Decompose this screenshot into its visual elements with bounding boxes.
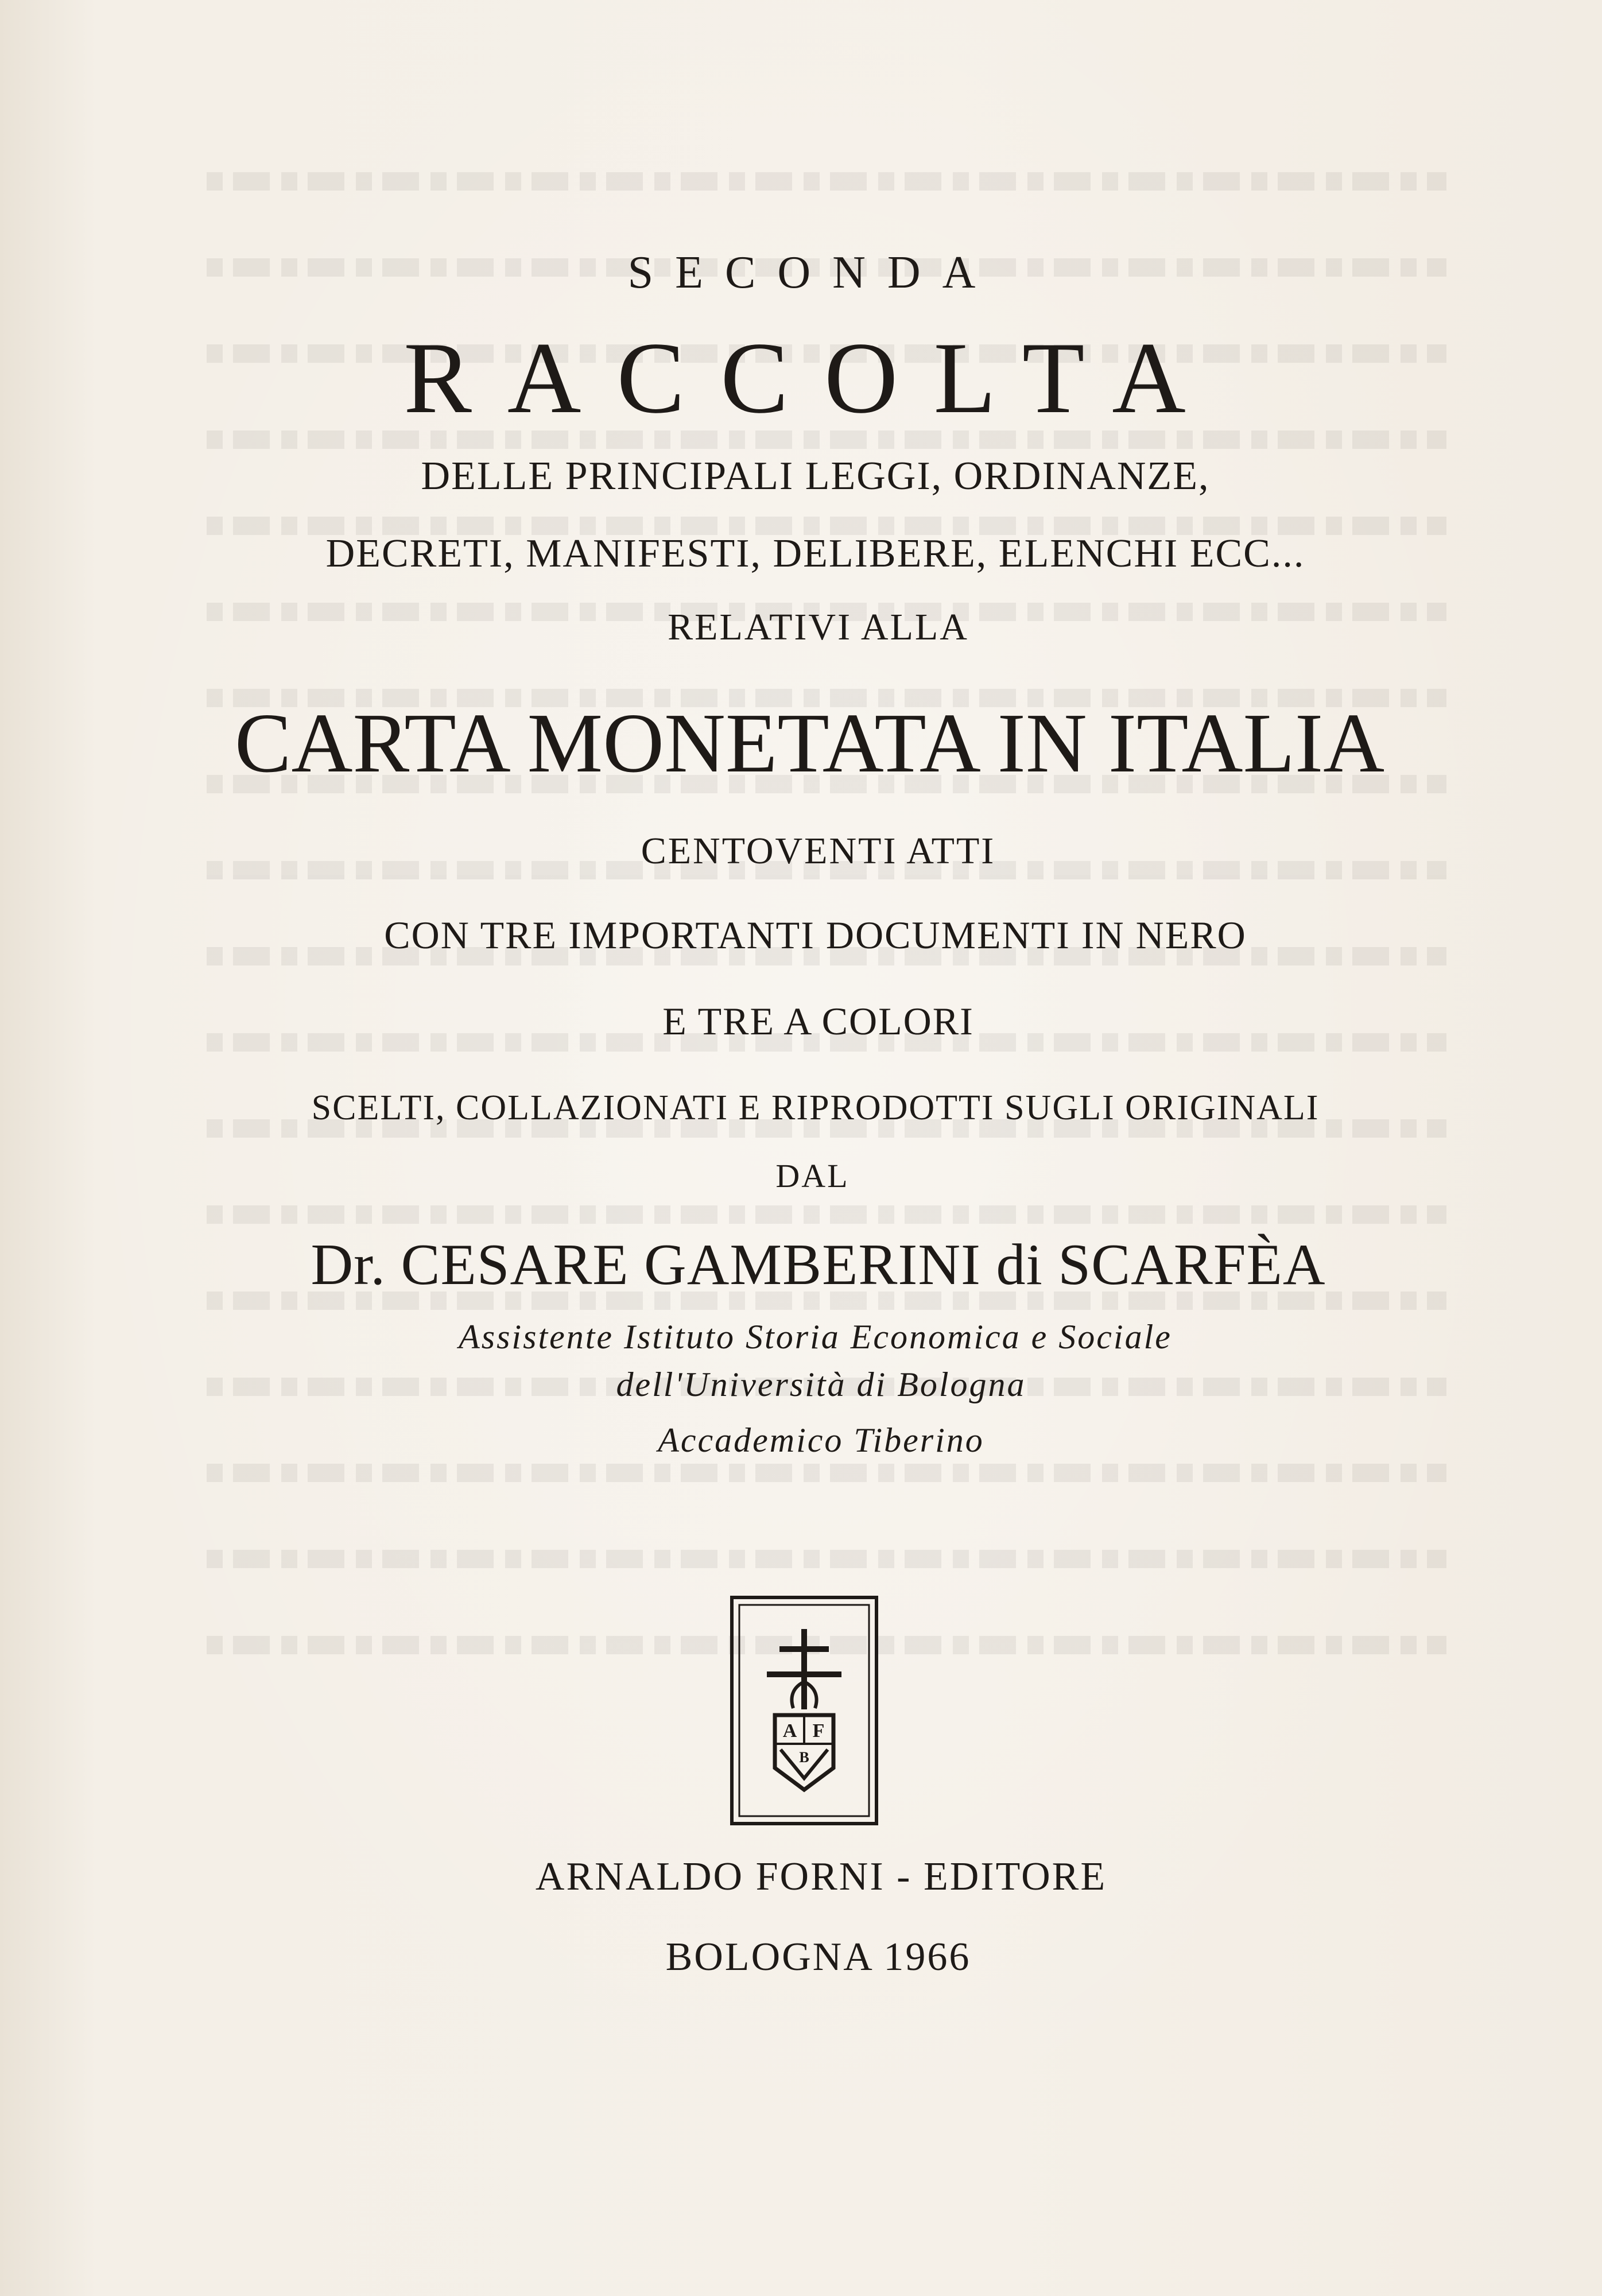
contents-line-4: SCELTI, COLLAZIONATI E RIPRODOTTI SUGLI ORIGINALI bbox=[311, 1088, 1320, 1127]
subtitle-line-1: DELLE PRINCIPALI LEGGI, ORDINANZE, bbox=[421, 454, 1210, 498]
title-raccolta: RACCOLTA bbox=[404, 321, 1221, 435]
title-seconda: SECONDA bbox=[627, 247, 998, 298]
publisher-mark-logo bbox=[730, 1596, 878, 1825]
mark-letter-b: B bbox=[799, 1749, 809, 1766]
by-line: DAL bbox=[775, 1157, 850, 1194]
author-name: Dr. CESARE GAMBERINI di SCARFÈA bbox=[311, 1232, 1326, 1297]
affiliation-line-1: Assistente Istituto Storia Economica e Sociale bbox=[459, 1318, 1172, 1356]
main-title: CARTA MONETATA IN ITALIA bbox=[234, 696, 1385, 790]
contents-line-3: E TRE A COLORI bbox=[662, 999, 974, 1043]
mark-letter-a: A bbox=[782, 1720, 797, 1742]
publisher-name: ARNALDO FORNI - EDITORE bbox=[535, 1855, 1107, 1899]
affiliation-line-3: Accademico Tiberino bbox=[658, 1421, 984, 1459]
subtitle-line-3: RELATIVI ALLA bbox=[668, 606, 969, 648]
contents-line-2: CON TRE IMPORTANTI DOCUMENTI IN NERO bbox=[384, 913, 1247, 957]
mark-letter-f: F bbox=[812, 1720, 825, 1742]
subtitle-line-2: DECRETI, MANIFESTI, DELIBERE, ELENCHI ECC... bbox=[325, 532, 1305, 576]
publication-place-year: BOLOGNA 1966 bbox=[665, 1935, 971, 1979]
contents-line-1: CENTOVENTI ATTI bbox=[641, 830, 996, 872]
affiliation-line-2: dell'Università di Bologna bbox=[616, 1366, 1026, 1403]
